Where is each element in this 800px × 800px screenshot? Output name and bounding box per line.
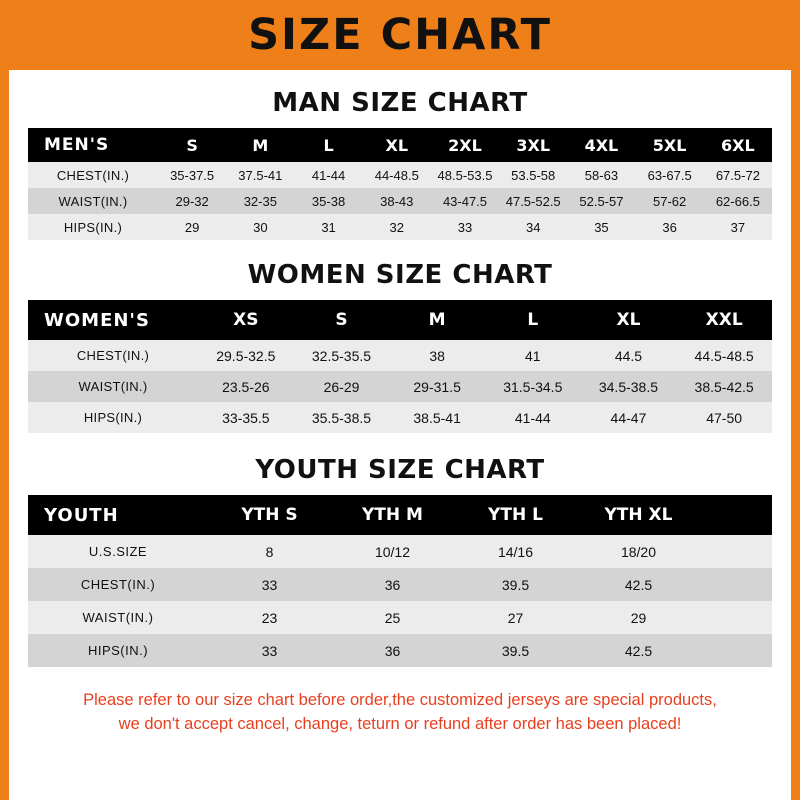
table-header-row bbox=[28, 128, 772, 162]
man-col-2xl: 2XL bbox=[431, 128, 499, 162]
man-waist-5xl: 57-62 bbox=[636, 188, 704, 214]
women-chest-l: 41 bbox=[485, 340, 581, 371]
man-table-corner: MEN'S bbox=[28, 128, 158, 162]
women-chest-m: 38 bbox=[389, 340, 485, 371]
youth-waist-l: 27 bbox=[454, 601, 577, 634]
women-row-chest-label: CHEST(IN.) bbox=[28, 340, 198, 371]
man-waist-6xl: 62-66.5 bbox=[704, 188, 772, 214]
table-row bbox=[28, 162, 772, 188]
youth-ussize-l: 14/16 bbox=[454, 535, 577, 568]
youth-row-waist-label: WAIST(IN.) bbox=[28, 601, 208, 634]
youth-ussize-m: 10/12 bbox=[331, 535, 454, 568]
man-chest-4xl: 58-63 bbox=[567, 162, 635, 188]
youth-chest-s: 33 bbox=[208, 568, 331, 601]
man-chest-3xl: 53.5-58 bbox=[499, 162, 567, 188]
man-waist-3xl: 47.5-52.5 bbox=[499, 188, 567, 214]
youth-ussize-xl: 18/20 bbox=[577, 535, 700, 568]
youth-hips-xl: 42.5 bbox=[577, 634, 700, 667]
women-col-xxl: XXL bbox=[676, 300, 772, 340]
table-row bbox=[28, 402, 772, 433]
youth-waist-m: 25 bbox=[331, 601, 454, 634]
page-title: SIZE CHART bbox=[248, 9, 552, 60]
women-row-waist-label: WAIST(IN.) bbox=[28, 371, 198, 402]
order-notice-line-1: Please refer to our size chart before order,the customized jerseys are special products, bbox=[83, 691, 717, 709]
women-col-xl: XL bbox=[581, 300, 677, 340]
youth-row-ussize-label: U.S.SIZE bbox=[28, 535, 208, 568]
youth-row-hips-label: HIPS(IN.) bbox=[28, 634, 208, 667]
man-waist-l: 35-38 bbox=[294, 188, 362, 214]
man-hips-l: 31 bbox=[294, 214, 362, 240]
women-table-corner: WOMEN'S bbox=[28, 300, 198, 340]
women-chest-xxl: 44.5-48.5 bbox=[676, 340, 772, 371]
youth-waist-xl: 29 bbox=[577, 601, 700, 634]
youth-row-chest-label: CHEST(IN.) bbox=[28, 568, 208, 601]
man-waist-s: 29-32 bbox=[158, 188, 226, 214]
women-col-m: M bbox=[389, 300, 485, 340]
youth-hips-m: 36 bbox=[331, 634, 454, 667]
man-col-5xl: 5XL bbox=[636, 128, 704, 162]
youth-table-corner: YOUTH bbox=[28, 495, 208, 535]
women-waist-xs: 23.5-26 bbox=[198, 371, 294, 402]
man-waist-xl: 38-43 bbox=[363, 188, 431, 214]
youth-col-s: YTH S bbox=[208, 495, 331, 535]
man-chest-xl: 44-48.5 bbox=[363, 162, 431, 188]
man-col-m: M bbox=[226, 128, 294, 162]
table-row bbox=[28, 340, 772, 371]
women-size-table bbox=[28, 300, 772, 433]
youth-waist-s: 23 bbox=[208, 601, 331, 634]
order-notice bbox=[22, 689, 778, 737]
youth-hips-spacer bbox=[700, 634, 772, 667]
youth-col-l: YTH L bbox=[454, 495, 577, 535]
women-hips-xl: 44-47 bbox=[581, 402, 677, 433]
women-waist-xl: 34.5-38.5 bbox=[581, 371, 677, 402]
man-col-4xl: 4XL bbox=[567, 128, 635, 162]
man-col-xl: XL bbox=[363, 128, 431, 162]
youth-col-xl: YTH XL bbox=[577, 495, 700, 535]
youth-chest-m: 36 bbox=[331, 568, 454, 601]
youth-chest-xl: 42.5 bbox=[577, 568, 700, 601]
man-hips-3xl: 34 bbox=[499, 214, 567, 240]
women-hips-xs: 33-35.5 bbox=[198, 402, 294, 433]
table-row bbox=[28, 601, 772, 634]
man-hips-m: 30 bbox=[226, 214, 294, 240]
man-section-title: MAN SIZE CHART bbox=[272, 88, 528, 118]
youth-size-table bbox=[28, 495, 772, 667]
women-row-hips-label: HIPS(IN.) bbox=[28, 402, 198, 433]
table-row bbox=[28, 371, 772, 402]
table-row bbox=[28, 568, 772, 601]
youth-waist-spacer bbox=[700, 601, 772, 634]
table-row bbox=[28, 188, 772, 214]
man-waist-4xl: 52.5-57 bbox=[567, 188, 635, 214]
youth-ussize-spacer bbox=[700, 535, 772, 568]
man-chest-l: 41-44 bbox=[294, 162, 362, 188]
youth-chest-l: 39.5 bbox=[454, 568, 577, 601]
youth-hips-l: 39.5 bbox=[454, 634, 577, 667]
women-col-s: S bbox=[294, 300, 390, 340]
man-chest-2xl: 48.5-53.5 bbox=[431, 162, 499, 188]
youth-col-m: YTH M bbox=[331, 495, 454, 535]
women-hips-m: 38.5-41 bbox=[389, 402, 485, 433]
women-hips-l: 41-44 bbox=[485, 402, 581, 433]
youth-section-title: YOUTH SIZE CHART bbox=[255, 455, 545, 485]
man-hips-6xl: 37 bbox=[704, 214, 772, 240]
man-waist-2xl: 43-47.5 bbox=[431, 188, 499, 214]
women-waist-xxl: 38.5-42.5 bbox=[676, 371, 772, 402]
man-col-3xl: 3XL bbox=[499, 128, 567, 162]
youth-ussize-s: 8 bbox=[208, 535, 331, 568]
man-chest-m: 37.5-41 bbox=[226, 162, 294, 188]
table-row bbox=[28, 634, 772, 667]
man-hips-xl: 32 bbox=[363, 214, 431, 240]
man-hips-2xl: 33 bbox=[431, 214, 499, 240]
women-waist-s: 26-29 bbox=[294, 371, 390, 402]
man-chest-s: 35-37.5 bbox=[158, 162, 226, 188]
man-waist-m: 32-35 bbox=[226, 188, 294, 214]
man-hips-s: 29 bbox=[158, 214, 226, 240]
youth-hips-s: 33 bbox=[208, 634, 331, 667]
women-hips-xxl: 47-50 bbox=[676, 402, 772, 433]
man-row-chest-label: CHEST(IN.) bbox=[28, 162, 158, 188]
women-waist-m: 29-31.5 bbox=[389, 371, 485, 402]
women-hips-s: 35.5-38.5 bbox=[294, 402, 390, 433]
women-chest-xl: 44.5 bbox=[581, 340, 677, 371]
man-chest-5xl: 63-67.5 bbox=[636, 162, 704, 188]
man-col-s: S bbox=[158, 128, 226, 162]
order-notice-line-2: we don't accept cancel, change, teturn or refund after order has been placed! bbox=[118, 714, 682, 733]
man-row-waist-label: WAIST(IN.) bbox=[28, 188, 158, 214]
man-hips-5xl: 36 bbox=[636, 214, 704, 240]
women-waist-l: 31.5-34.5 bbox=[485, 371, 581, 402]
man-row-hips-label: HIPS(IN.) bbox=[28, 214, 158, 240]
man-hips-4xl: 35 bbox=[567, 214, 635, 240]
youth-col-spacer bbox=[700, 495, 772, 535]
page-banner bbox=[0, 0, 800, 70]
table-header-row bbox=[28, 495, 772, 535]
table-row bbox=[28, 535, 772, 568]
women-chest-s: 32.5-35.5 bbox=[294, 340, 390, 371]
women-col-l: L bbox=[485, 300, 581, 340]
man-size-table bbox=[28, 128, 772, 240]
table-header-row bbox=[28, 300, 772, 340]
women-section-title: WOMEN SIZE CHART bbox=[247, 260, 553, 290]
man-chest-6xl: 67.5-72 bbox=[704, 162, 772, 188]
women-col-xs: XS bbox=[198, 300, 294, 340]
women-chest-xs: 29.5-32.5 bbox=[198, 340, 294, 371]
man-col-l: L bbox=[294, 128, 362, 162]
youth-chest-spacer bbox=[700, 568, 772, 601]
table-row bbox=[28, 214, 772, 240]
man-col-6xl: 6XL bbox=[704, 128, 772, 162]
